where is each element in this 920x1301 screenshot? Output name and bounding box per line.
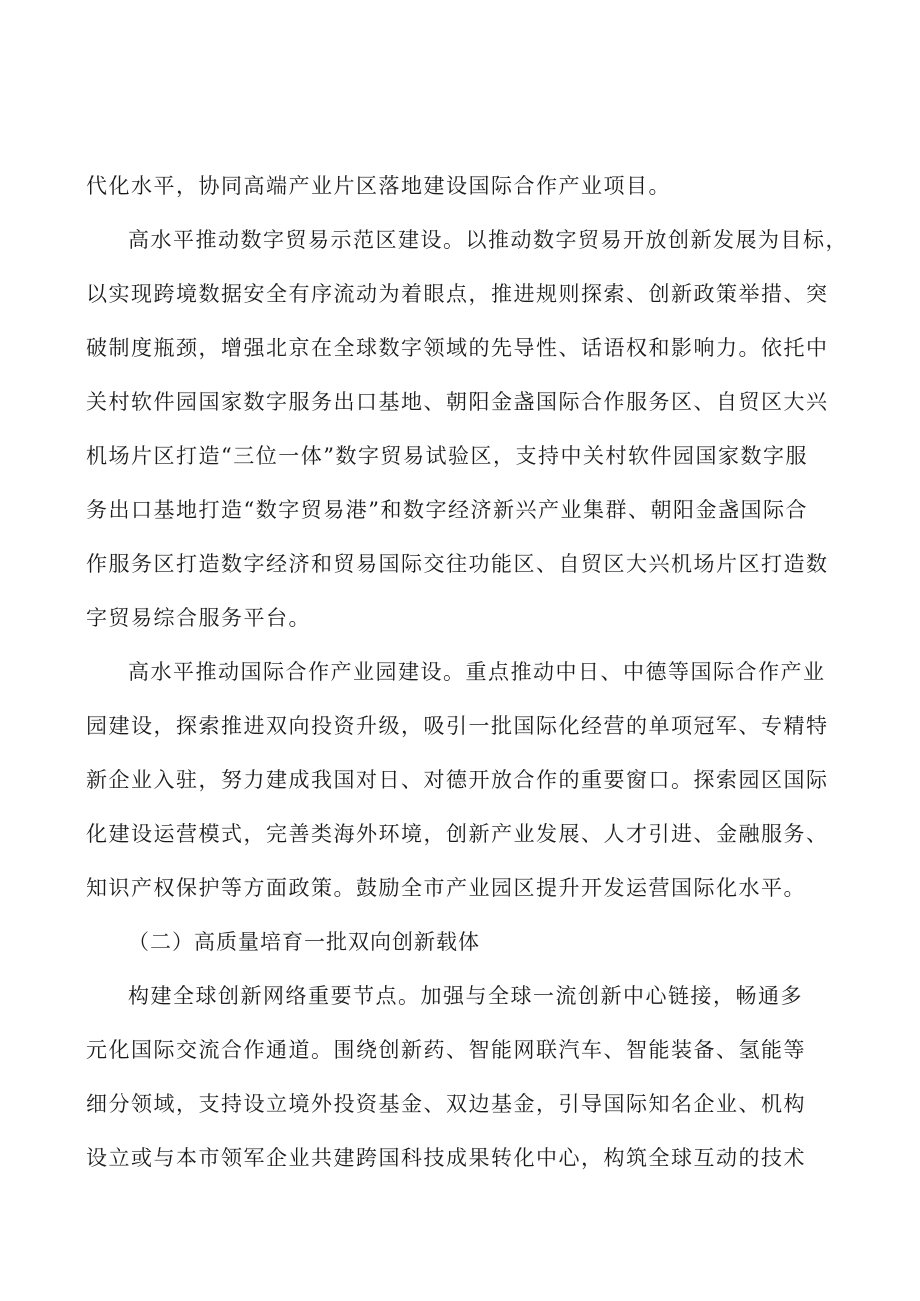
text-line: 作服务区打造数字经济和贸易国际交往功能区、自贸区大兴机场片区打造数 <box>86 552 829 576</box>
text-line: 元化国际交流合作通道。围绕创新药、智能网联汽车、智能装备、氢能等 <box>86 1038 806 1062</box>
text-line: 关村软件园国家数字服务出口基地、朝阳金盏国际合作服务区、自贸区大兴 <box>86 390 829 414</box>
text-line: 新企业入驻，努力建成我国对日、对德开放合作的重要窗口。探索园区国际 <box>86 768 829 792</box>
text-line: 代化水平，协同高端产业片区落地建设国际合作产业项目。 <box>86 174 671 198</box>
paragraph-start-line: 高水平推动数字贸易示范区建设。以推动数字贸易开放创新发展为目标， <box>128 228 848 252</box>
text-line: 设立或与本市领军企业共建跨国科技成果转化中心，构筑全球互动的技术 <box>86 1146 806 1170</box>
paragraph-start-line: 高水平推动国际合作产业园建设。重点推动中日、中德等国际合作产业 <box>128 660 826 684</box>
text-line: 字贸易综合服务平台。 <box>86 606 311 630</box>
text-line: 破制度瓶颈，增强北京在全球数字领域的先导性、话语权和影响力。依托中 <box>86 336 829 360</box>
section-heading: （二）高质量培育一批双向创新载体 <box>128 930 480 954</box>
paragraph-start-line: 构建全球创新网络重要节点。加强与全球一流创新中心链接，畅通多 <box>128 984 803 1008</box>
text-line: 务出口基地打造“数字贸易港”和数字经济新兴产业集群、朝阳金盏国际合 <box>86 498 808 522</box>
text-line: 知识产权保护等方面政策。鼓励全市产业园区提升开发运营国际化水平。 <box>86 876 806 900</box>
text-line: 化建设运营模式，完善类海外环境，创新产业发展、人才引进、金融服务、 <box>86 822 829 846</box>
text-line: 细分领域，支持设立境外投资基金、双边基金，引导国际知名企业、机构 <box>86 1092 806 1116</box>
text-line: 园建设，探索推进双向投资升级，吸引一批国际化经营的单项冠军、专精特 <box>86 714 829 738</box>
text-line: 机场片区打造“三位一体”数字贸易试验区，支持中关村软件园国家数字服 <box>86 444 808 468</box>
text-line: 以实现跨境数据安全有序流动为着眼点，推进规则探索、创新政策举措、突 <box>86 282 829 306</box>
